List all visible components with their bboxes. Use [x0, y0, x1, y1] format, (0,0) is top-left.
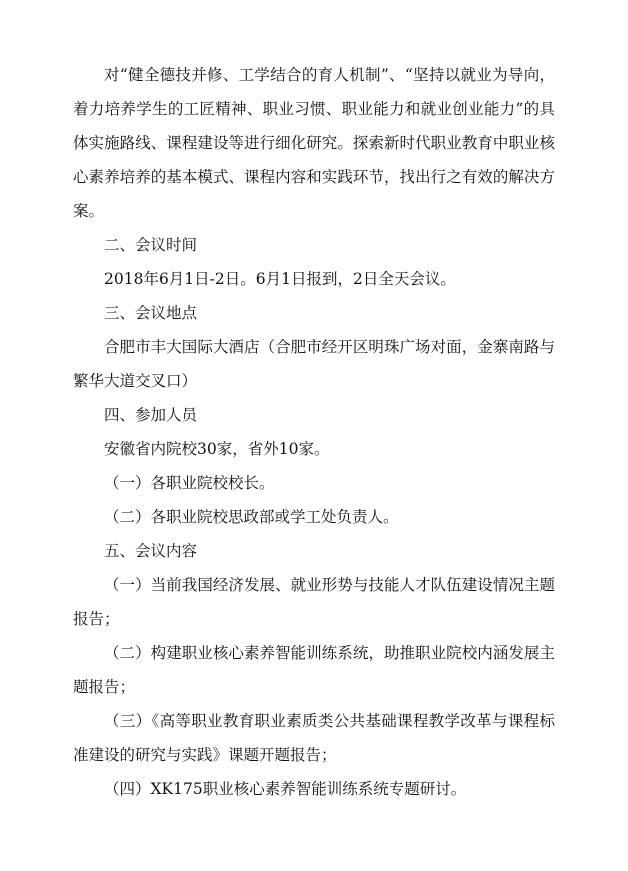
section-participants-text: 安徽省内院校30家，省外10家。 [104, 440, 330, 458]
section-participants-heading: 四、参加人员 [104, 406, 198, 424]
document-body [73, 58, 555, 806]
content-item: （一）当前我国经济发展、就业形势与技能人才队伍建设情况主题报告； [73, 576, 555, 628]
section-content-heading: 五、会议内容 [104, 542, 198, 560]
participants-item: （一）各职业院校校长。 [104, 474, 275, 492]
content-item: （二）构建职业核心素养智能训练系统，助推职业院校内涵发展主题报告； [73, 644, 555, 696]
intro-paragraph: 对“健全德技并修、工学结合的育人机制”、“坚持以就业为导向，着力培养学生的工匠精神、职业习惯、职业能力和就业创业能力”的具体实施路线、课程建设等进行细化研究。探索新时代职业教育中职业核心素养培养的基本模式、课程内容和实践环节，找出行之有效的解决方案。 [73, 66, 555, 220]
section-time-heading: 二、会议时间 [104, 236, 198, 254]
section-place-heading: 三、会议地点 [104, 304, 198, 322]
content-item: （三）《高等职业教育职业素质类公共基础课程教学改革与课程标准建设的研究与实践》课题开题报告； [73, 712, 555, 764]
participants-item: （二）各职业院校思政部或学工处负责人。 [104, 508, 399, 526]
content-item: （四）XK175职业核心素养智能训练系统专题研讨。 [104, 780, 467, 798]
section-place-text: 合肥市丰大国际大酒店（合肥市经开区明珠广场对面，金寨南路与繁华大道交叉口） [73, 338, 555, 390]
section-time-text: 2018年6月1日-2日。6月1日报到，2日全天会议。 [104, 270, 456, 288]
